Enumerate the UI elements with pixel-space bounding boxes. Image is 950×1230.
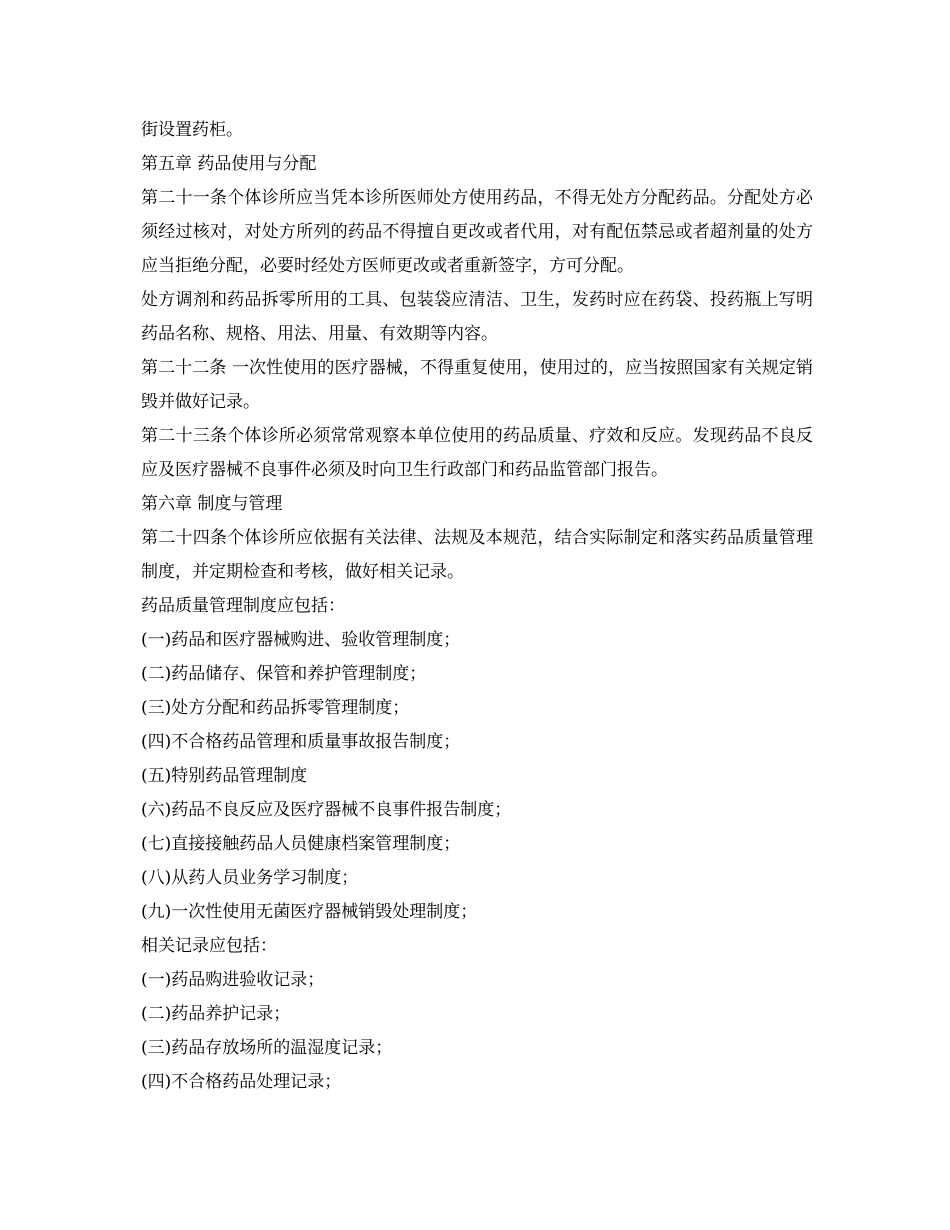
paragraph-text: 街设置药柜。	[141, 120, 243, 140]
document-body	[141, 113, 813, 1099]
list-item: (九)一次性使用无菌医疗器械销毁处理制度；	[141, 902, 478, 922]
chapter-heading: 第六章 制度与管理	[141, 494, 283, 514]
list-heading: 相关记录应包括：	[141, 936, 277, 956]
list-item: (六)药品不良反应及医疗器械不良事件报告制度；	[141, 800, 512, 820]
list-item: (四)不合格药品处理记录；	[141, 1072, 342, 1092]
list-item: (五)特别药品管理制度	[141, 766, 308, 786]
article-paragraph: 第二十四条个体诊所应依据有关法律、法规及本规范，结合实际制定和落实药品质量管理制度，并定期检查和考核，做好相关记录。	[141, 528, 813, 582]
paragraph-text: 处方调剂和药品拆零所用的工具、包装袋应清洁、卫生，发药时应在药袋、投药瓶上写明药品名称、规格、用法、用量、有效期等内容。	[141, 290, 813, 344]
list-item: (二)药品养护记录；	[141, 1004, 291, 1024]
list-heading: 药品质量管理制度应包括：	[141, 596, 345, 616]
list-item: (一)药品和医疗器械购进、验收管理制度；	[141, 630, 461, 650]
article-paragraph: 第二十二条 一次性使用的医疗器械，不得重复使用，使用过的，应当按照国家有关规定销毁并做好记录。	[141, 358, 813, 412]
list-item: (三)处方分配和药品拆零管理制度；	[141, 698, 410, 718]
list-item: (四)不合格药品管理和质量事故报告制度；	[141, 732, 461, 752]
list-item: (八)从药人员业务学习制度；	[141, 868, 359, 888]
article-paragraph: 第二十三条个体诊所必须常常观察本单位使用的药品质量、疗效和反应。发现药品不良反应及医疗器械不良事件必须及时向卫生行政部门和药品监管部门报告。	[141, 426, 813, 480]
list-item: (三)药品存放场所的温湿度记录；	[141, 1038, 393, 1058]
list-item: (二)药品储存、保管和养护管理制度；	[141, 664, 427, 684]
list-item: (一)药品购进验收记录；	[141, 970, 325, 990]
chapter-heading: 第五章 药品使用与分配	[141, 154, 317, 174]
list-item: (七)直接接触药品人员健康档案管理制度；	[141, 834, 461, 854]
article-paragraph: 第二十一条个体诊所应当凭本诊所医师处方使用药品，不得无处方分配药品。分配处方必须经过核对，对处方所列的药品不得擅自更改或者代用，对有配伍禁忌或者超剂量的处方应当拒绝分配，必要时经处方医师更改或者重新签字，方可分配。	[141, 188, 813, 276]
